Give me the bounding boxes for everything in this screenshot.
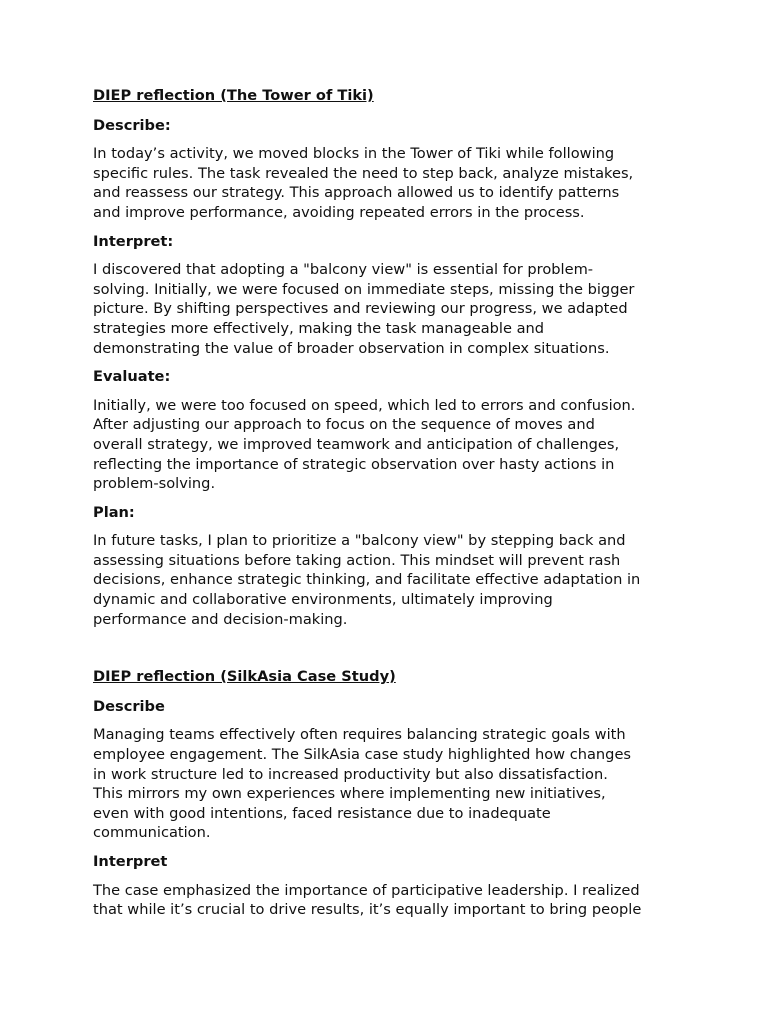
section-interpret <box>93 232 683 359</box>
text-line: Initially, we were too focused on speed, which led to errors and confusion. <box>93 396 636 414</box>
text-line: I discovered that adopting a "balcony view" is essential for problem- <box>93 261 594 279</box>
section-describe <box>93 116 683 223</box>
reflection-silkasia-case-study <box>93 667 683 920</box>
section-paragraph <box>93 396 683 494</box>
text-line: performance and decision-making. <box>93 610 348 628</box>
text-line: In future tasks, I plan to prioritize a "balcony view" by stepping back and <box>93 532 626 550</box>
section-plan <box>93 503 683 630</box>
reflection-tower-of-tiki <box>93 86 683 629</box>
document-page <box>93 86 683 929</box>
document-title: DIEP reflection (The Tower of Tiki) <box>93 87 374 104</box>
section-describe <box>93 697 683 843</box>
text-line: After adjusting our approach to focus on the sequence of moves and <box>93 416 595 434</box>
text-line: and reassess our strategy. This approach allowed us to identify patterns <box>93 184 620 202</box>
section-evaluate <box>93 367 683 494</box>
text-line: problem-solving. <box>93 475 216 493</box>
section-paragraph <box>93 725 683 843</box>
text-line: In today’s activity, we moved blocks in the Tower of Tiki while following <box>93 145 615 163</box>
section-heading: Interpret: <box>93 232 174 250</box>
text-line: reflecting the importance of strategic observation over hasty actions in <box>93 455 615 473</box>
section-heading: Describe: <box>93 116 171 134</box>
section-paragraph <box>93 260 683 358</box>
text-line: strategies more effectively, making the task manageable and <box>93 319 545 337</box>
text-line: overall strategy, we improved teamwork and anticipation of challenges, <box>93 435 620 453</box>
text-line: This mirrors my own experiences where implementing new initiatives, <box>93 785 606 803</box>
text-line: and improve performance, avoiding repeated errors in the process. <box>93 203 585 221</box>
text-line: assessing situations before taking action. This mindset will prevent rash <box>93 551 621 569</box>
section-paragraph <box>93 531 683 629</box>
text-line: in work structure led to increased productivity but also dissatisfaction. <box>93 765 608 783</box>
section-heading: Describe <box>93 697 165 715</box>
section-interpret <box>93 852 683 920</box>
text-line: demonstrating the value of broader observation in complex situations. <box>93 339 610 357</box>
section-heading: Evaluate: <box>93 368 171 386</box>
section-paragraph <box>93 144 683 222</box>
text-line: employee engagement. The SilkAsia case study highlighted how changes <box>93 746 632 764</box>
section-paragraph <box>93 881 683 920</box>
text-line: solving. Initially, we were focused on immediate steps, missing the bigger <box>93 280 635 298</box>
document-title: DIEP reflection (SilkAsia Case Study) <box>93 668 396 686</box>
text-line: even with good intentions, faced resistance due to inadequate <box>93 804 551 822</box>
section-spacer <box>93 638 683 667</box>
text-line: The case emphasized the importance of participative leadership. I realized <box>93 881 640 899</box>
text-line: decisions, enhance strategic thinking, and facilitate effective adaptation in <box>93 571 641 589</box>
section-heading: Plan: <box>93 503 135 521</box>
text-line: specific rules. The task revealed the need to step back, analyze mistakes, <box>93 164 634 182</box>
text-line: communication. <box>93 824 211 842</box>
section-heading: Interpret <box>93 853 168 870</box>
text-line: dynamic and collaborative environments, ultimately improving <box>93 591 553 609</box>
text-line: Managing teams effectively often requires balancing strategic goals with <box>93 726 626 744</box>
text-line: that while it’s crucial to drive results, it’s equally important to bring people <box>93 901 642 919</box>
text-line: picture. By shifting perspectives and reviewing our progress, we adapted <box>93 300 628 318</box>
